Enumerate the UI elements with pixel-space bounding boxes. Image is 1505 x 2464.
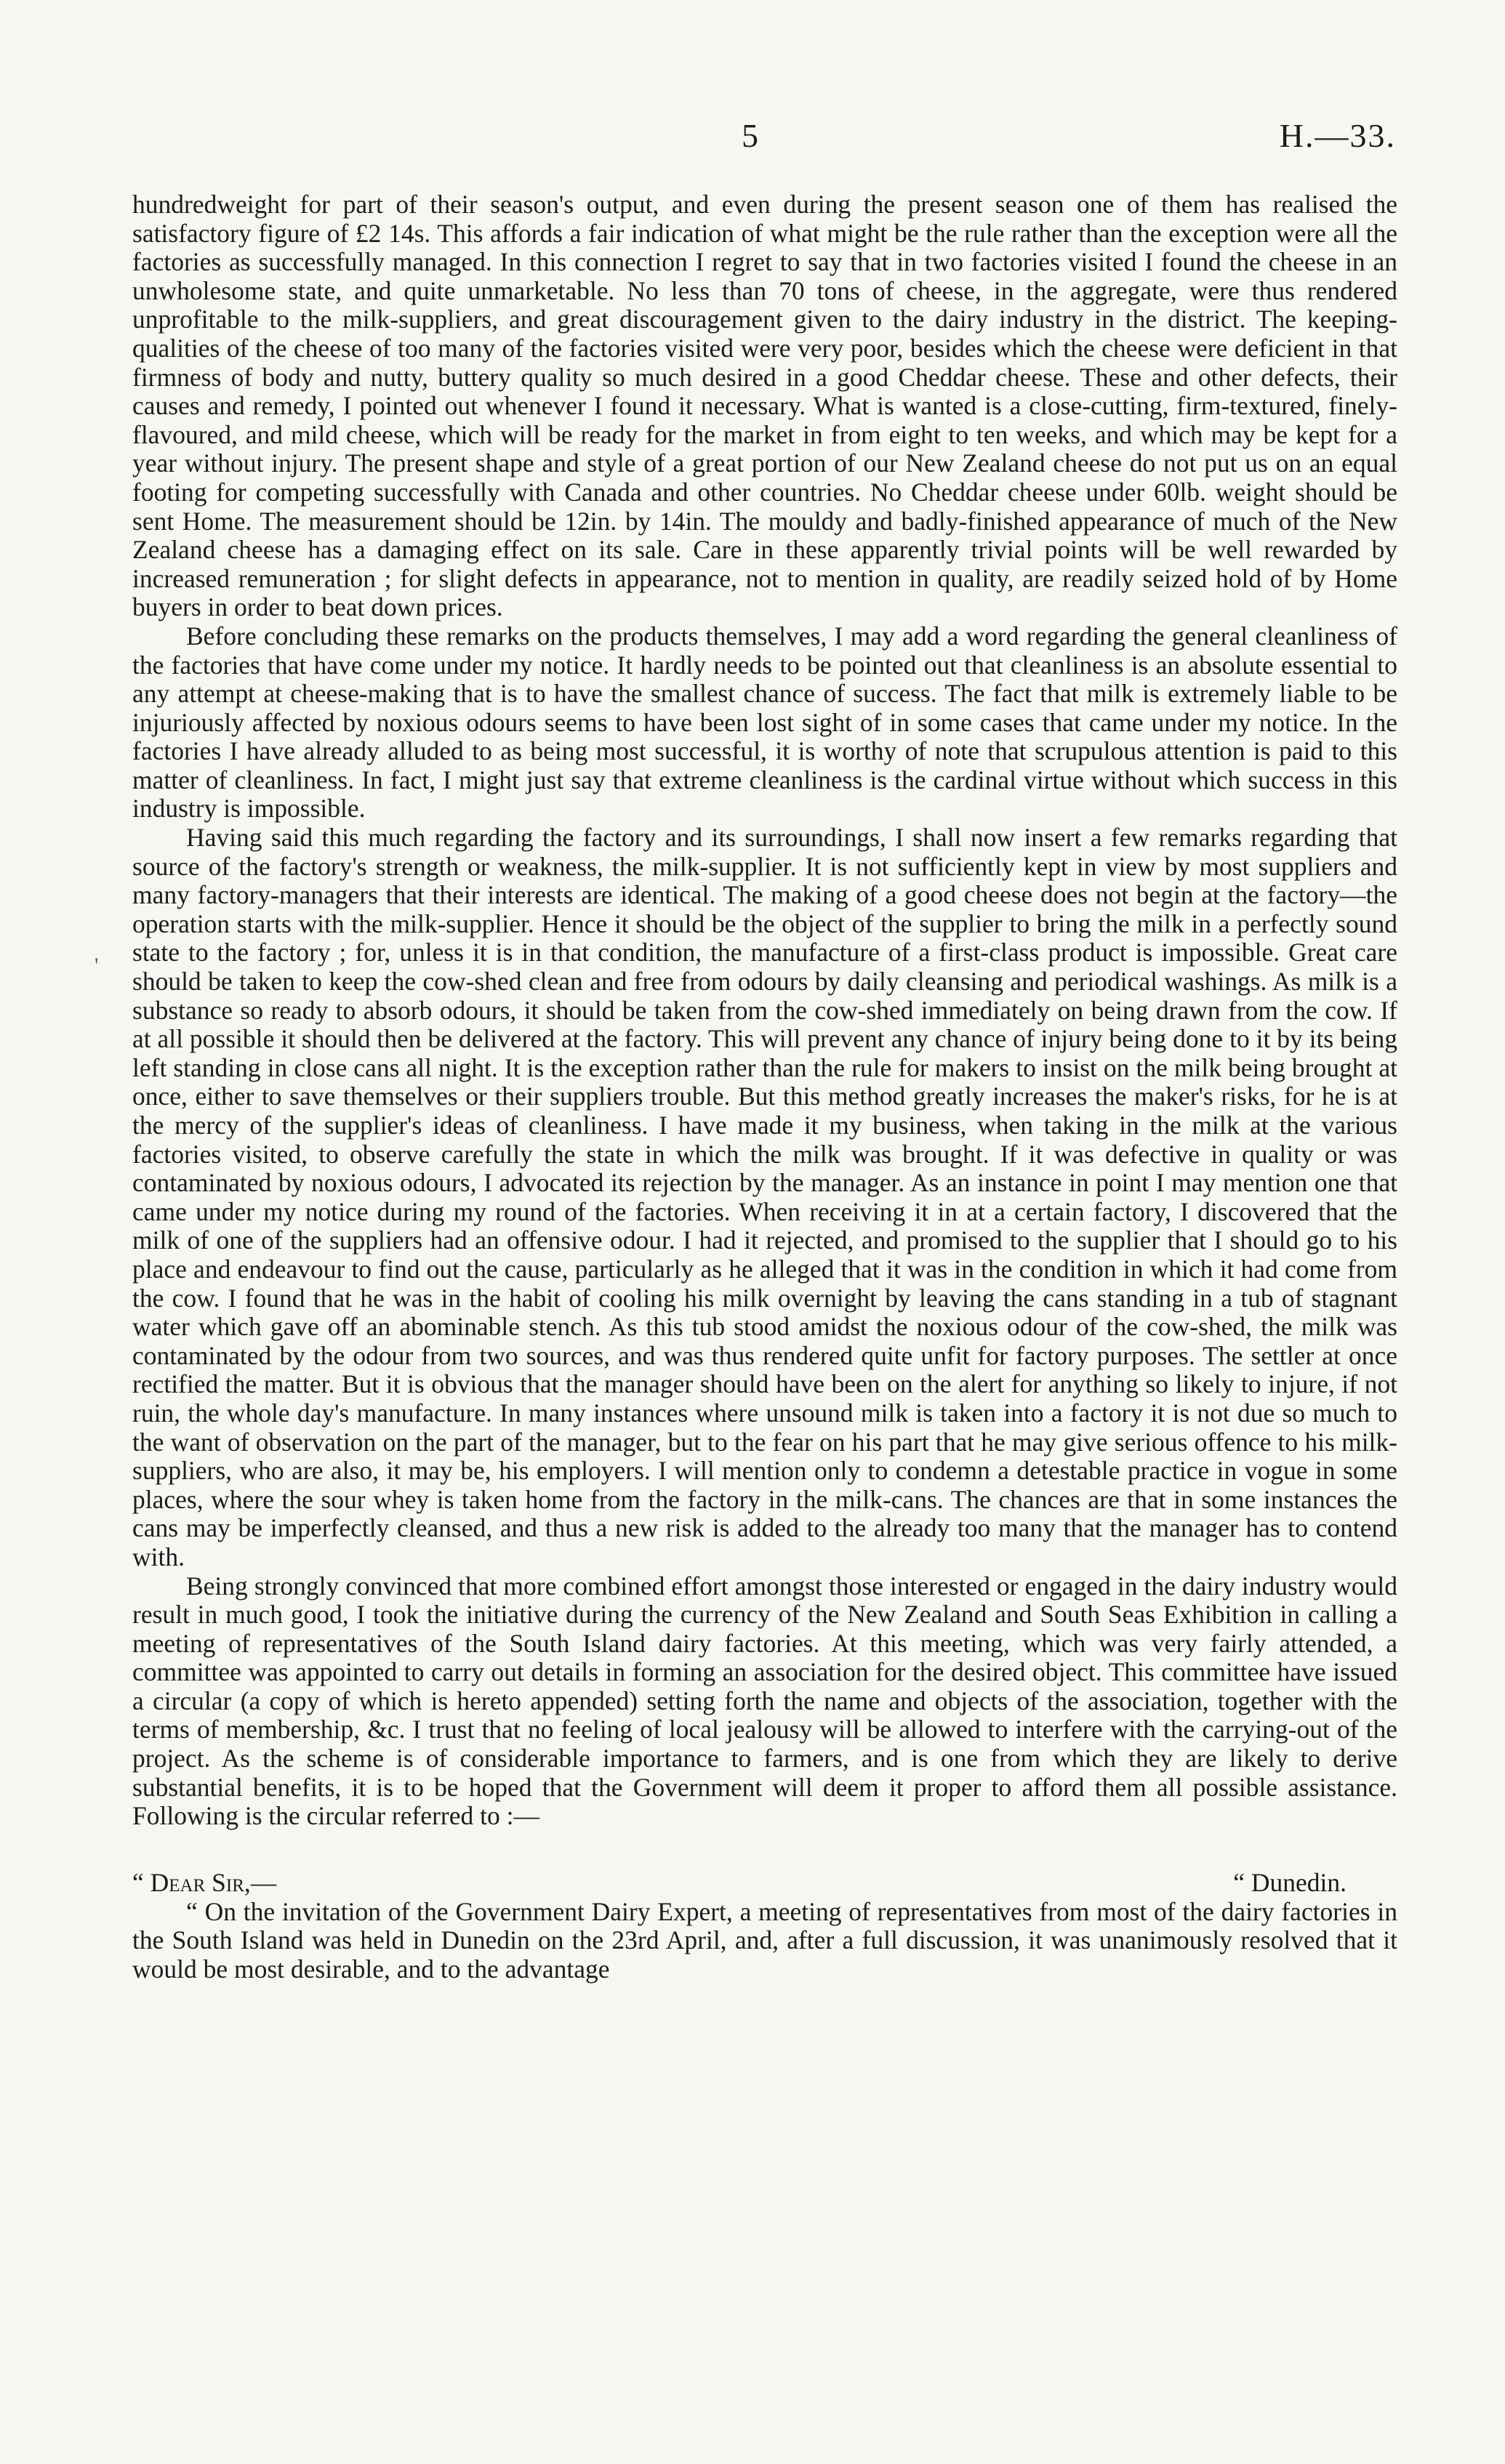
letter-salutation: “ Dear Sir,— — [132, 1867, 277, 1897]
page-header — [0, 116, 1505, 167]
letter-heading — [132, 1869, 1397, 1898]
paragraph-cleanliness: Before concluding these remarks on the products themselves, I may add a word regarding the general cleanliness of the factories that have come under my notice. It hardly needs to be pointed out that cleanliness is an absolute essential to any attempt at cheese-making that is to have the smallest chance of success. The fact that milk is extremely liable to be injuriously affected by noxious odours seems to have been lost sight of in some cases that came under my notice. In the factories I have already alluded to as being most successful, it is worthy of note that scrupulous attention is paid to this matter of cleanliness. In fact, I might just say that extreme cleanliness is the cardinal virtue without which success in this industry is impossible. — [132, 621, 1397, 824]
report-body — [132, 190, 1397, 1984]
circular-letter — [132, 1869, 1397, 1984]
letter-place: “ Dunedin. — [1233, 1867, 1347, 1897]
paragraph-milk-supplier: Having said this much regarding the factory and its surroundings, I shall now insert a few remarks regarding that source of the factory's strength or weakness, the milk-supplier. It is not sufficiently kept in view by most suppliers and many factory-managers that their interests are identical. The making of a good cheese does not begin at the factory—the operation starts with the milk-supplier. Hence it should be the object of the supplier to bring the milk in a perfectly sound state to the factory ; for, unless it is in that condition, the manufacture of a first-class product is impossible. Great care should be taken to keep the cow-shed clean and free from odours by daily cleansing and periodical washings. As milk is a substance so ready to absorb odours, it should be taken from the cow-shed immediately on being drawn from the cow. If at all possible it should then be delivered at the factory. This will prevent any chance of injury being done to it by its being left standing in close cans all night. It is the exception rather than the rule for makers to insist on the milk being brought at once, either to save themselves or their suppliers trouble. But this method greatly increases the maker's risks, for he is at the mercy of the supplier's ideas of cleanliness. I have made it my business, when taking in the milk at the various factories visited, to observe carefully the state in which the milk was brought. If it was defective in quality or was contaminated by noxious odours, I advocated its rejection by the manager. As an instance in point I may mention one that came under my notice during my round of the factories. When receiving it in at a certain factory, I discovered that the milk of one of the suppliers had an offensive odour. I had it rejected, and promised to the supplier that I should go to his place and endeavour to find out the cause, particularly as he alleged that it was in the condition in which it had come from the cow. I found that he was in the habit of cooling his milk overnight by leaving the cans standing in a tub of stagnant water which gave off an abominable stench. As this tub stood amidst the noxious odour of the cow-shed, the milk was contaminated by the odour from two sources, and was thus rendered quite unfit for factory purposes. The settler at once rectified the matter. But it is obvious that the manager should have been on the alert for anything so likely to injure, if not ruin, the whole day's manufacture. In many instances where unsound milk is taken into a factory it is not due so much to the want of observation on the part of the manager, but to the fear on his part that he may give serious offence to his milk-suppliers, who are also, it may be, his employers. I will mention only to condemn a detestable practice in vogue in some places, where the sour whey is taken home from the factory in the milk-cans. The chances are that in some instances the cans may be imperfectly cleansed, and thus a new risk is added to the already too many that the manager has to contend with. — [132, 823, 1397, 1571]
letter-opening: “ On the invitation of the Government Dairy Expert, a meeting of representatives from most of the dairy factories in the South Island was held in Dunedin on the 23rd April, and, after a full discussion, it was unanimously resolved that it would be most desirable, and to the advantage — [132, 1896, 1397, 1984]
margin-mark: ' — [95, 954, 99, 978]
paragraph-association: Being strongly convinced that more combined effort amongst those interested or engaged in the dairy industry would result in much good, I took the initiative during the currency of the New Zealand and South Seas Exhibition in calling a meeting of representatives of the South Island dairy factories. At this meeting, which was very fairly attended, a committee was appointed to carry out details in forming an association for the desired object. This committee have issued a circular (a copy of which is hereto appended) setting forth the name and objects of the association, together with the terms of membership, &c. I trust that no feeling of local jealousy will be allowed to interfere with the carrying-out of the project. As the scheme is of considerable importance to farmers, and is one from which they are likely to derive substantial benefits, it is to be hoped that the Government will deem it proper to afford them all possible assistance. Following is the circular referred to :— — [132, 1571, 1397, 1831]
document-code: H.—33. — [1279, 117, 1396, 154]
paragraph-cheese-quality: hundredweight for part of their season's output, and even during the present season one of them has realised the satisfactory figure of £2 14s. This affords a fair indication of what might be the rule rather than the exception were all the factories as successfully managed. In this connection I regret to say that in two factories visited I found the cheese in an unwholesome state, and quite unmarketable. No less than 70 tons of cheese, in the aggregate, were thus rendered unprofitable to the milk-suppliers, and great discouragement given to the dairy industry in the district. The keeping-qualities of the cheese of too many of the factories visited were very poor, besides which the cheese were deficient in that firmness of body and nutty, buttery quality so much desired in a good Cheddar cheese. These and other defects, their causes and remedy, I pointed out whenever I found it necessary. What is wanted is a close-cutting, firm-textured, finely-flavoured, and mild cheese, which will be ready for the market in from eight to ten weeks, and which may be kept for a year without injury. The present shape and style of a great portion of our New Zealand cheese do not put us on an equal footing for competing successfully with Canada and other countries. No Cheddar cheese under 60lb. weight should be sent Home. The measurement should be 12in. by 14in. The mouldy and badly-finished appearance of much of the New Zealand cheese has a damaging effect on its sale. Care in these apparently trivial points will be well rewarded by increased remuneration ; for slight defects in appearance, not to mention in quality, are readily seized hold of by Home buyers in order to beat down prices. — [132, 190, 1397, 622]
page-number: 5 — [742, 117, 758, 154]
